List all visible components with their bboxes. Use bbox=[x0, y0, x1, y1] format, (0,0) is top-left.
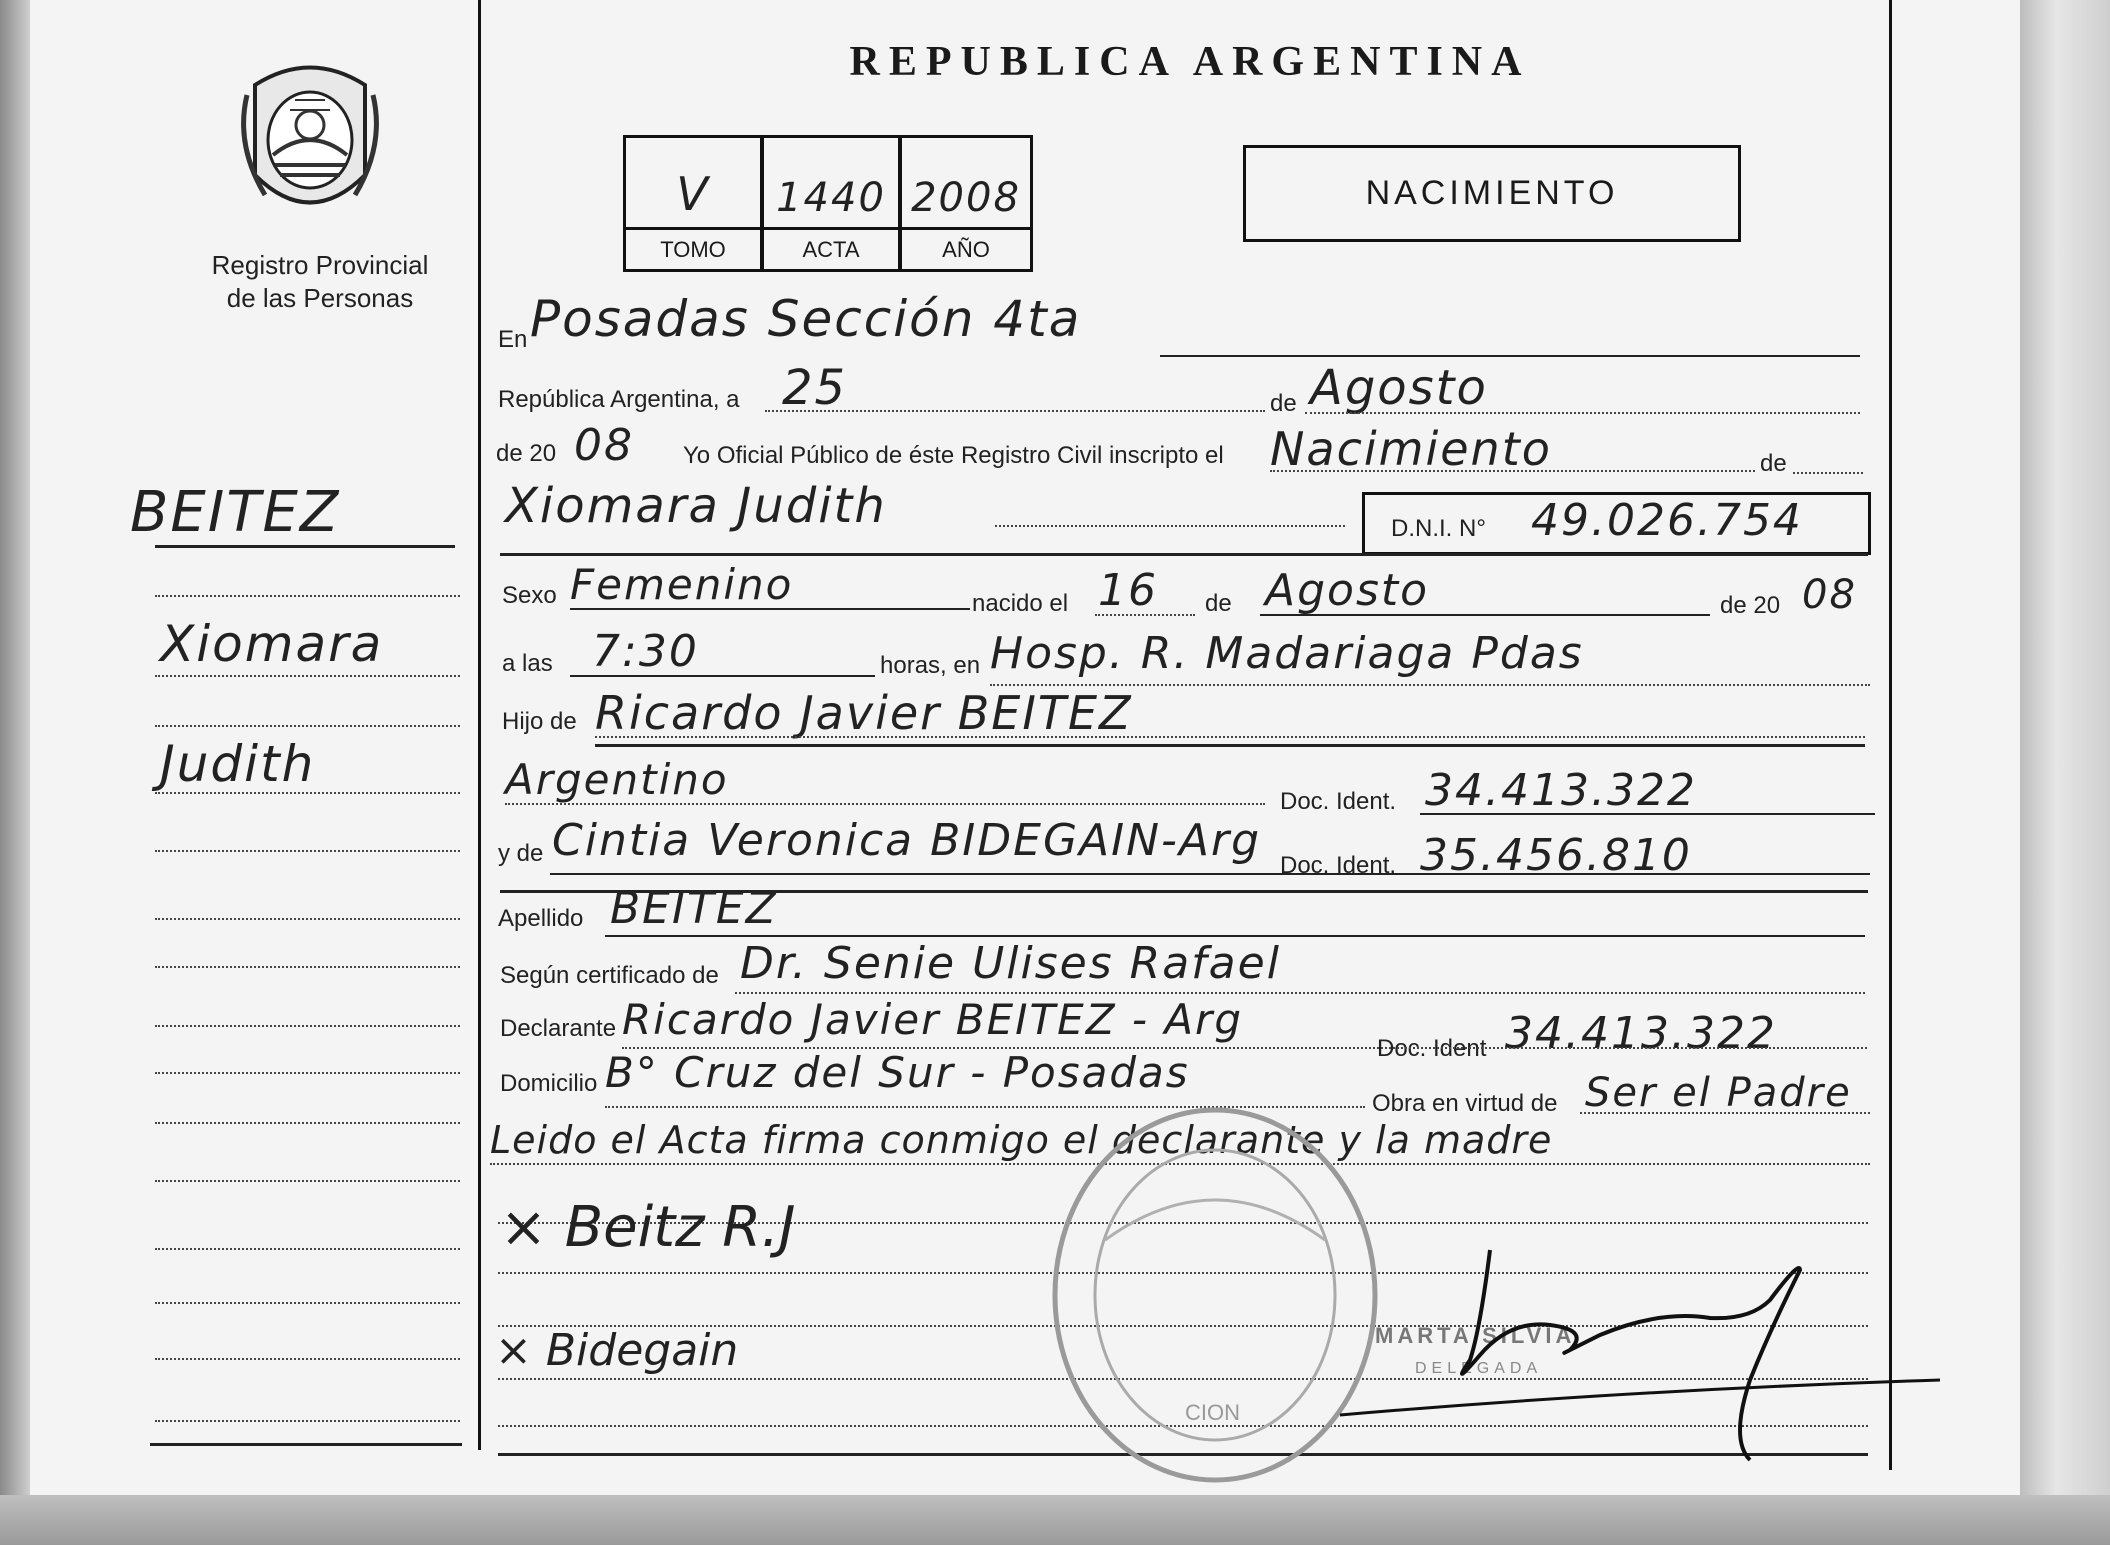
de-label-2: de bbox=[1760, 450, 1787, 477]
line bbox=[1270, 470, 1755, 472]
acta-label: ACTA bbox=[802, 237, 860, 262]
domicilio-value: B° Cruz del Sur - Posadas bbox=[605, 1048, 1190, 1097]
table-surface bbox=[0, 1495, 2110, 1545]
seal-icon bbox=[235, 55, 385, 225]
margin-surname: BEITEZ bbox=[130, 480, 341, 545]
event-value: Nacimiento bbox=[1270, 422, 1552, 476]
line bbox=[1793, 472, 1863, 474]
obra-label: Obra en virtud de bbox=[1372, 1090, 1558, 1117]
book-binding bbox=[0, 0, 30, 1545]
signature-mother: × Bidegain bbox=[495, 1325, 739, 1376]
line bbox=[1580, 1112, 1870, 1114]
place-value: Posadas Sección 4ta bbox=[530, 290, 1082, 348]
line bbox=[595, 744, 1865, 747]
republica-label: República Argentina, a bbox=[498, 386, 740, 413]
record-number-box bbox=[623, 135, 1033, 272]
margin-middle-name: Judith bbox=[160, 735, 316, 793]
birth-month: Agosto bbox=[1265, 565, 1430, 616]
margin-line bbox=[155, 1180, 460, 1182]
line bbox=[995, 525, 1345, 527]
margin-bottom-line bbox=[150, 1443, 462, 1446]
line bbox=[1305, 412, 1860, 414]
sexo-label: Sexo bbox=[502, 582, 557, 609]
line bbox=[595, 736, 1865, 738]
ano-value: 2008 bbox=[911, 175, 1021, 221]
line bbox=[570, 608, 970, 610]
margin-line bbox=[155, 1025, 460, 1027]
margin-first-name: Xiomara bbox=[160, 615, 384, 673]
margin-line bbox=[155, 1248, 460, 1250]
de-label-3: de bbox=[1205, 590, 1232, 617]
doc-label-3: Doc. Ident bbox=[1377, 1035, 1487, 1062]
line bbox=[735, 992, 1865, 994]
officer-signature bbox=[1330, 1240, 1950, 1480]
ano-label: AÑO bbox=[942, 237, 990, 262]
birth-place: Hosp. R. Madariaga Pdas bbox=[990, 628, 1584, 679]
margin-line bbox=[155, 850, 460, 852]
stamp-seal-word: CION bbox=[1185, 1400, 1240, 1425]
margin-line bbox=[155, 1358, 460, 1360]
margin-line bbox=[155, 675, 460, 677]
horas-label: horas, en bbox=[880, 652, 981, 679]
margin-line bbox=[155, 1122, 460, 1124]
doc-label-2: Doc. Ident. bbox=[1280, 852, 1397, 879]
domicilio-label: Domicilio bbox=[500, 1070, 598, 1097]
officer-stamp-role: DELEGADA bbox=[1415, 1360, 1543, 1377]
margin-line bbox=[155, 725, 460, 727]
line bbox=[570, 675, 875, 677]
segun-label: Según certificado de bbox=[500, 962, 719, 989]
declarante-name: Ricardo Javier BEITEZ - Arg bbox=[622, 995, 1243, 1044]
page-edge bbox=[2020, 0, 2110, 1545]
oficial-label: Yo Oficial Público de éste Registro Civil inscripto el bbox=[683, 442, 1224, 469]
declarante-label: Declarante bbox=[500, 1015, 617, 1042]
child-name: Xiomara Judith bbox=[505, 478, 887, 534]
month-value: Agosto bbox=[1310, 360, 1488, 416]
dni-value: 49.026.754 bbox=[1531, 495, 1803, 546]
tomo-value: V bbox=[676, 167, 710, 221]
line bbox=[765, 410, 1265, 412]
father-doc: 34.413.322 bbox=[1425, 765, 1697, 816]
line bbox=[1420, 813, 1875, 815]
year-value: 08 bbox=[574, 420, 634, 471]
registry-name-line1: Registro Provincial bbox=[211, 250, 429, 280]
apellido-value: BEITEZ bbox=[610, 883, 778, 934]
registry-name-line2: de las Personas bbox=[226, 283, 414, 313]
line bbox=[550, 873, 1870, 875]
dni-box bbox=[1362, 492, 1871, 555]
de-label: de bbox=[1270, 390, 1297, 417]
signature-father: × Beitz R.J bbox=[500, 1195, 796, 1260]
de2-label: de 20 bbox=[1720, 592, 1781, 619]
nacido-label: nacido el bbox=[972, 590, 1069, 617]
margin-line bbox=[155, 1072, 460, 1074]
acta-value: 1440 bbox=[776, 175, 886, 221]
margin-divider bbox=[478, 0, 481, 1450]
tomo-label: TOMO bbox=[660, 237, 726, 262]
sexo-value: Femenino bbox=[570, 560, 794, 609]
yde-label: y de bbox=[498, 840, 544, 867]
margin-line bbox=[155, 966, 460, 968]
doctor-name: Dr. Senie Ulises Rafael bbox=[740, 938, 1281, 989]
mother-name: Cintia Veronica BIDEGAIN-Arg bbox=[552, 815, 1262, 866]
act-type-label: NACIMIENTO bbox=[1365, 174, 1619, 212]
obra-value: Ser el Padre bbox=[1585, 1070, 1852, 1116]
birth-year: 08 bbox=[1802, 572, 1857, 618]
father-name: Ricardo Javier BEITEZ bbox=[595, 686, 1133, 740]
country-title: REPUBLICA ARGENTINA bbox=[849, 39, 1531, 85]
line bbox=[1260, 614, 1710, 616]
father-nationality: Argentino bbox=[505, 755, 729, 804]
apellido-label: Apellido bbox=[498, 905, 584, 932]
birth-day: 16 bbox=[1098, 565, 1158, 616]
margin-line bbox=[155, 792, 460, 794]
de20-label: de 20 bbox=[496, 440, 557, 467]
mother-doc: 35.456.810 bbox=[1420, 830, 1692, 881]
province-seal bbox=[235, 55, 385, 225]
line bbox=[500, 553, 1868, 556]
margin-line bbox=[155, 1420, 460, 1422]
doc-label: Doc. Ident. bbox=[1280, 788, 1397, 815]
line bbox=[1095, 614, 1195, 616]
line bbox=[1160, 355, 1860, 357]
margin-line bbox=[155, 595, 460, 597]
margin-line bbox=[155, 1302, 460, 1304]
margin-line bbox=[155, 918, 460, 920]
en-label: En bbox=[498, 326, 528, 353]
time-value: 7:30 bbox=[592, 626, 699, 677]
day-value: 25 bbox=[782, 360, 848, 416]
alas-label: a las bbox=[502, 650, 553, 677]
hijo-label: Hijo de bbox=[502, 708, 577, 735]
line bbox=[505, 803, 1265, 805]
leido-text: Leido el Acta firma conmigo el declarante y la madre bbox=[490, 1118, 1553, 1162]
declarante-doc: 34.413.322 bbox=[1505, 1008, 1777, 1059]
line bbox=[605, 935, 1865, 937]
act-type-box bbox=[1243, 145, 1741, 242]
dni-label: D.N.I. N° bbox=[1391, 515, 1486, 542]
margin-line bbox=[155, 545, 455, 548]
officer-stamp-name: MARTA SILVIA bbox=[1375, 1323, 1576, 1348]
